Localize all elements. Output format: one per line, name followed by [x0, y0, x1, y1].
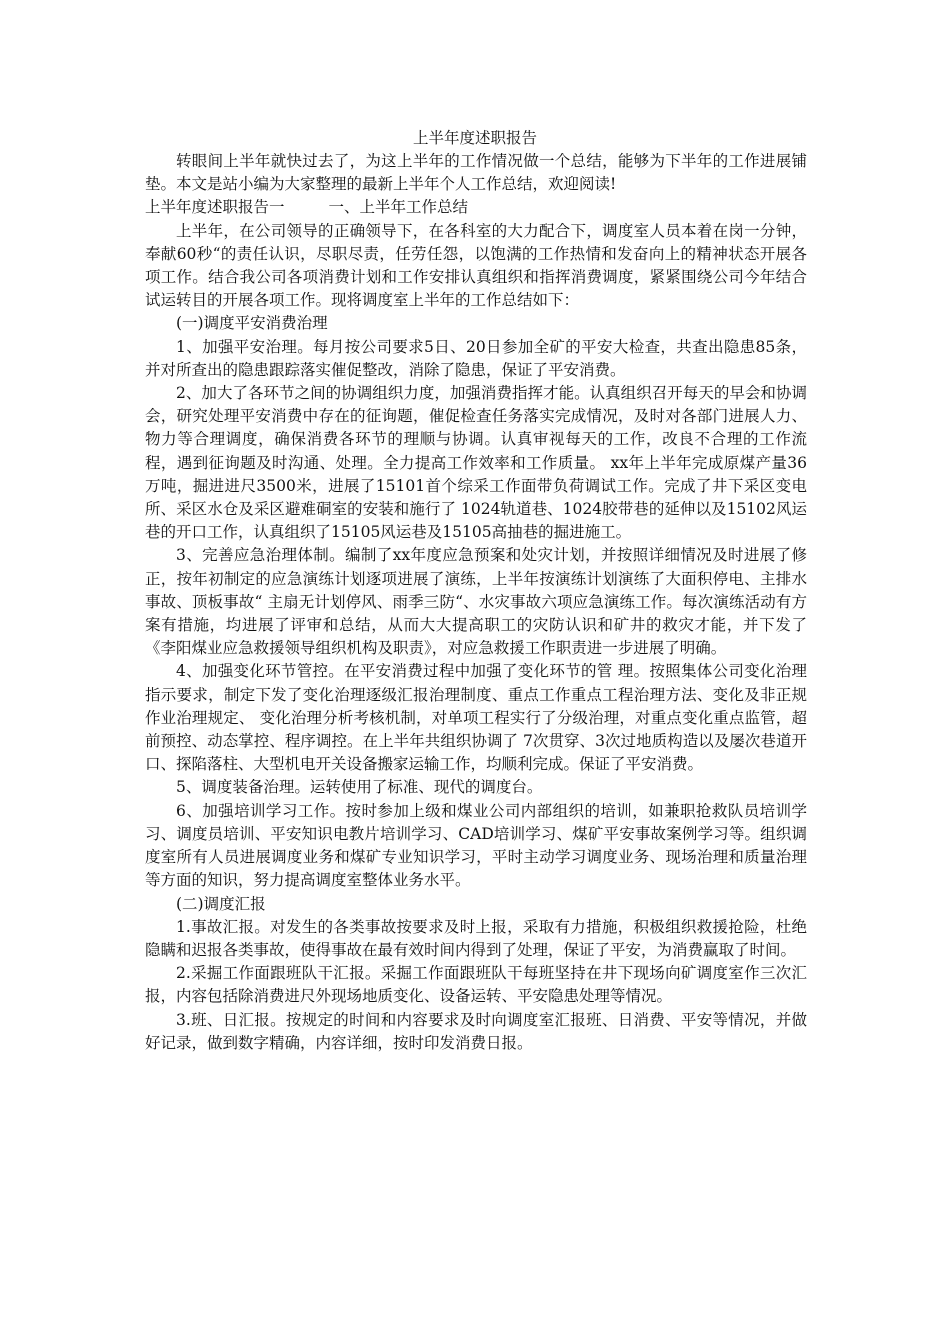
body-paragraph: 4、加强变化环节管控。在平安消费过程中加强了变化环节的管 理。按照集体公司变化治理指示要求，制定下发了变化治理逐级汇报治理制度、重点工作重点工程治理方法、变化及非正规作业治理规定、 变化治理分析考核机制，对单项工程实行了分级治理，对重点变化重点监管，超前预控、动态掌控、程序调控。在上半年共组织协调了 7次贯穿、3次过地质构造以及屡次巷道开口、探陷落柱、大型机电开关设备搬家运输工作，均顺利完成。保证了平安消费。	[145, 662, 807, 774]
section-heading-line	[145, 196, 807, 219]
subsection-heading: (二)调度汇报	[176, 894, 266, 913]
body-paragraph: 1、加强平安治理。每月按公司要求5日、20日参加全矿的平安大检查，共查出隐患85条，并对所查出的隐患跟踪落实催促整改，消除了隐患，保证了平安消费。	[145, 337, 807, 379]
body-paragraph: 6、加强培训学习工作。按时参加上级和煤业公司内部组织的培训，如兼职抢救队员培训学习、调度员培训、平安知识电教片培训学习、CAD培训学习、煤矿平安事故案例学习等。组织调度室所有人员进展调度业务和煤矿专业知识学习，平时主动学习调度业务、现场治理和质量治理等方面的知识，努力提高调度室整体业务水平。	[145, 801, 807, 890]
body-paragraph: 5、调度装备治理。运转使用了标准、现代的调度台。	[176, 778, 543, 797]
document-title: 上半年度述职报告	[412, 129, 537, 147]
intro-paragraph: 转眼间上半年就快过去了，为这上半年的工作情况做一个总结，能够为下半年的工作进展铺垫。本文是站小编为大家整理的最新上半年个人工作总结，欢迎阅读!	[145, 152, 807, 194]
body-paragraph: 3.班、日汇报。按规定的时间和内容要求及时向调度室汇报班、日消费、平安等情况，并做好记录，做到数字精确，内容详细，按时印发消费日报。	[145, 1010, 807, 1052]
section-subtitle: 一、上半年工作总结	[328, 198, 469, 217]
body-paragraph: 3、完善应急治理体制。编制了xx年度应急预案和处灾计划，并按照详细情况及时进展了修正，按年初制定的应急演练计划逐项进展了演练，上半年按演练计划演练了大面积停电、主排水事故、顶板事故“ 主扇无计划停风、雨季三防“、水灾事故六项应急演练工作。每次演练活动有方案有措施，均进展了评审和总结，从而大大提高职工的灾防认识和矿井的救灾才能，并下发了《李阳煤业应急救援领导组织机构及职责》，对应急救援工作职责进一步进展了明确。	[145, 546, 807, 658]
body-paragraph: 2.采掘工作面跟班队干汇报。采掘工作面跟班队干每班坚持在井下现场向矿调度室作三次汇报，内容包括除消费进尺外现场地质变化、设备运转、平安隐患处理等情况。	[145, 964, 807, 1006]
document-body	[145, 150, 807, 1055]
section-title: 上半年度述职报告一	[145, 198, 285, 217]
body-paragraph: 1.事故汇报。对发生的各类事故按要求及时上报，采取有力措施，积极组织救援抢险，杜绝隐瞒和迟报各类事故，使得事故在最有效时间内得到了处理，保证了平安，为消费赢取了时间。	[145, 917, 807, 959]
subsection-heading: (一)调度平安消费治理	[176, 314, 328, 333]
body-paragraph: 2、加大了各环节之间的协调组织力度，加强消费指挥才能。认真组织召开每天的早会和协调会，研究处理平安消费中存在的征询题，催促检查任务落实完成情况，及时对各部门进展人力、物力等合理调度，确保消费各环节的理顺与协调。认真审视每天的工作，改良不合理的工作流程，遇到征询题及时沟通、处理。全力提高工作效率和工作质量。 xx年上半年完成原煤产量36万吨，掘进进尺3500米，进展了15101首个综采工作面带负荷调试工作。完成了井下采区变电所、采区水仓及采区避难硐室的安装和施行了 1024轨道巷、1024胶带巷的延伸以及15102风运巷的开口工作，认真组织了15105风运巷及15105高抽巷的掘进施工。	[145, 384, 807, 542]
body-paragraph: 上半年，在公司领导的正确领导下，在各科室的大力配合下，调度室人员本着在岗一分钟，奉献60秒“的责任认识，尽职尽责，任劳任怨，以饱满的工作热情和发奋向上的精神状态开展各项工作。结合我公司各项消费计划和工作安排认真组织和指挥消费调度，紧紧围绕公司今年结合试运转目的开展各项工作。现将调度室上半年的工作总结如下：	[145, 221, 807, 310]
